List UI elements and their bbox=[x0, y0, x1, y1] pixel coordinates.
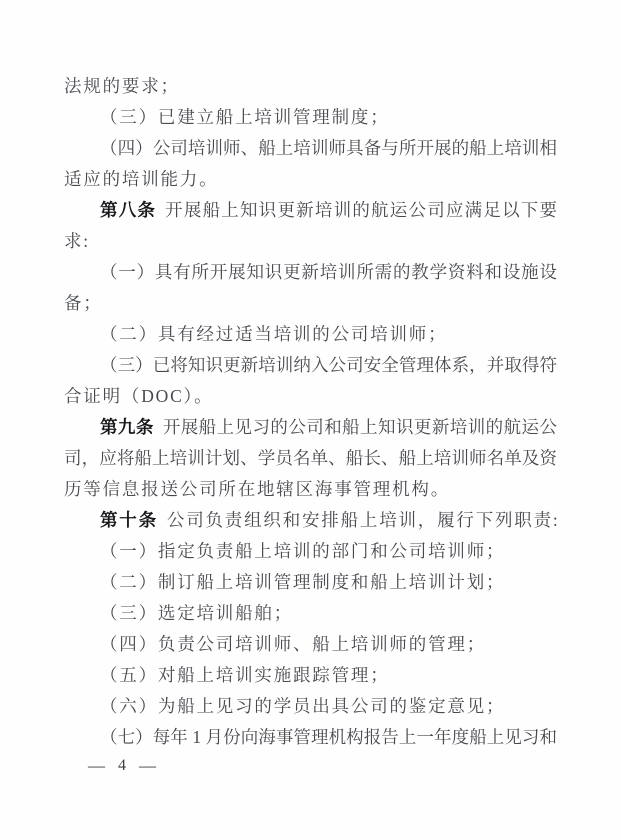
page-footer bbox=[88, 756, 156, 776]
article-9-text: 开展船上见习的公司和船上知识更新培训的航运公 bbox=[162, 417, 557, 437]
body-line: （一）指定负责船上培训的部门和公司培训师； bbox=[100, 541, 506, 561]
body-line: （二）制订船上培训管理制度和船上培训计划； bbox=[100, 572, 506, 592]
document-body bbox=[64, 71, 560, 753]
article-9-number: 第九条 bbox=[100, 417, 154, 437]
body-line: （二）具有经过适当培训的公司培训师； bbox=[100, 324, 448, 344]
article-10-heading-line bbox=[64, 505, 560, 536]
body-line: （四）负责公司培训师、船上培训师的管理； bbox=[100, 634, 486, 654]
body-line: （六）为船上见习的学员出具公司的鉴定意见； bbox=[100, 696, 506, 716]
article-10-text: 公司负责组织和安排船上培训，履行下列职责: bbox=[166, 510, 560, 530]
body-line: 求: bbox=[64, 231, 90, 251]
article-10-number: 第十条 bbox=[100, 510, 158, 530]
body-line: 合证明（DOC）。 bbox=[64, 386, 214, 406]
footer-dash-right: — bbox=[139, 756, 156, 775]
body-line: （三）选定培训船舶； bbox=[100, 603, 293, 623]
article-8-heading-line bbox=[64, 195, 557, 226]
body-line: 备； bbox=[64, 293, 103, 313]
body-line: 历等信息报送公司所在地辖区海事管理机构。 bbox=[64, 479, 450, 499]
body-line: 法规的要求； bbox=[64, 76, 180, 96]
body-line: 司，应将船上培训计划、学员名单、船长、船上培训师名单及资 bbox=[64, 448, 557, 468]
body-line: （四）公司培训师、船上培训师具备与所开展的船上培训相 bbox=[100, 138, 557, 158]
article-9-heading-line bbox=[64, 412, 557, 443]
body-line: （七）每年 1 月份向海事管理机构报告上一年度船上见习和 bbox=[100, 727, 557, 747]
article-8-number: 第八条 bbox=[100, 200, 157, 220]
body-line: （三）已建立船上培训管理制度； bbox=[100, 107, 390, 127]
article-8-text: 开展船上知识更新培训的航运公司应满足以下要 bbox=[165, 200, 557, 220]
footer-dash-left: — bbox=[88, 756, 105, 775]
body-line: 适应的培训能力。 bbox=[64, 169, 219, 189]
page-number: 4 bbox=[118, 757, 126, 774]
body-line: （一）具有所开展知识更新培训所需的教学资料和设施设 bbox=[100, 262, 557, 282]
body-line: （五）对船上培训实施跟踪管理； bbox=[100, 665, 390, 685]
body-line: （三）已将知识更新培训纳入公司安全管理体系，并取得符 bbox=[100, 355, 557, 375]
